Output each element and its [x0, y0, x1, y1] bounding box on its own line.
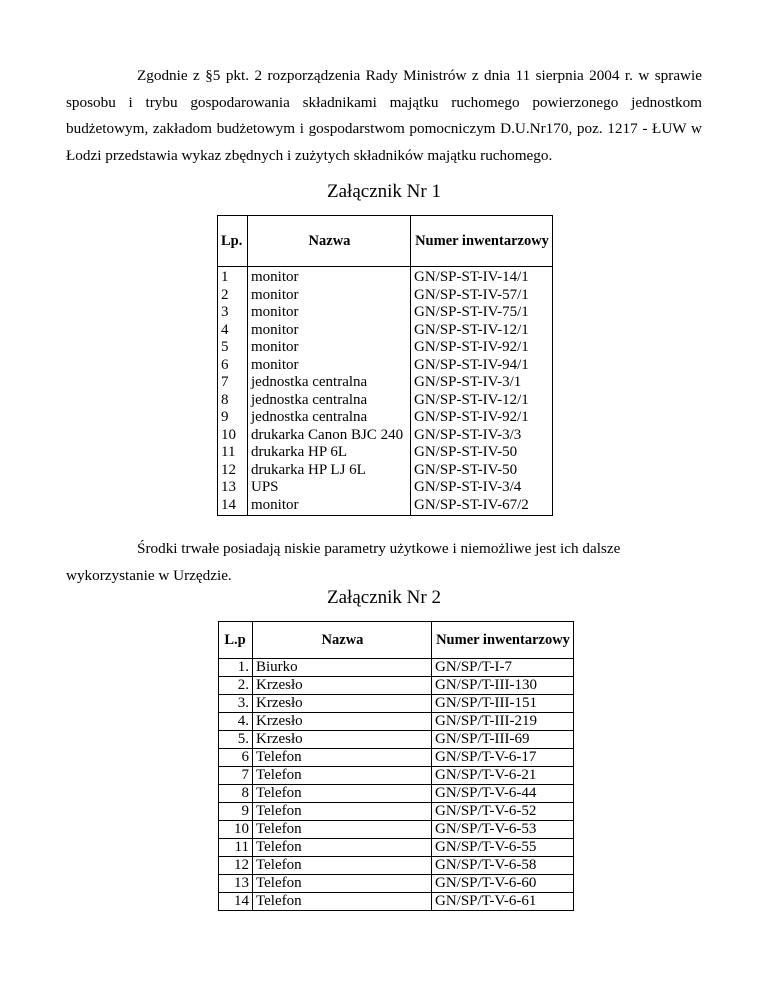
cell-numer-inwentarzowy: GN/SP-ST-IV-12/1: [411, 392, 553, 410]
table-row: [219, 695, 574, 713]
cell-nazwa: Biurko: [253, 659, 432, 677]
cell-nazwa: drukarka HP LJ 6L: [248, 462, 411, 480]
cell-numer-inwentarzowy: GN/SP-ST-IV-50: [411, 462, 553, 480]
cell-nazwa: Krzesło: [253, 713, 432, 731]
table-row: [218, 304, 553, 322]
table-row: [219, 803, 574, 821]
table-header-row: [219, 622, 574, 659]
cell-numer-inwentarzowy: GN/SP/T-V-6-53: [432, 821, 574, 839]
cell-nazwa: jednostka centralna: [248, 392, 411, 410]
table-row: [219, 713, 574, 731]
cell-lp: 14: [218, 497, 248, 516]
annex-2-table-body: [219, 659, 574, 911]
cell-numer-inwentarzowy: GN/SP/T-III-219: [432, 713, 574, 731]
cell-lp: 11: [219, 839, 253, 857]
header-nazwa: Nazwa: [253, 622, 432, 659]
cell-nazwa: monitor: [248, 269, 411, 287]
cell-numer-inwentarzowy: GN/SP/T-V-6-55: [432, 839, 574, 857]
table-row: [218, 357, 553, 375]
cell-numer-inwentarzowy: GN/SP-ST-IV-3/3: [411, 427, 553, 445]
cell-lp: 10: [219, 821, 253, 839]
annex-2-table: [218, 621, 574, 911]
table-row: [218, 339, 553, 357]
cell-nazwa: Krzesło: [253, 677, 432, 695]
cell-numer-inwentarzowy: GN/SP-ST-IV-92/1: [411, 339, 553, 357]
cell-lp: 2: [218, 287, 248, 305]
cell-nazwa: UPS: [248, 479, 411, 497]
table-row: [218, 497, 553, 516]
table-row: [218, 427, 553, 445]
cell-numer-inwentarzowy: GN/SP-ST-IV-94/1: [411, 357, 553, 375]
cell-nazwa: jednostka centralna: [248, 409, 411, 427]
table-row: [219, 785, 574, 803]
cell-lp: 13: [218, 479, 248, 497]
cell-nazwa: monitor: [248, 497, 411, 516]
cell-numer-inwentarzowy: GN/SP-ST-IV-92/1: [411, 409, 553, 427]
cell-lp: 2.: [219, 677, 253, 695]
cell-numer-inwentarzowy: GN/SP/T-V-6-44: [432, 785, 574, 803]
table-row: [218, 479, 553, 497]
cell-numer-inwentarzowy: GN/SP-ST-IV-3/1: [411, 374, 553, 392]
cell-nazwa: monitor: [248, 304, 411, 322]
cell-lp: 12: [219, 857, 253, 875]
table-row: [218, 409, 553, 427]
cell-nazwa: Telefon: [253, 785, 432, 803]
cell-lp: 3: [218, 304, 248, 322]
cell-nazwa: jednostka centralna: [248, 374, 411, 392]
cell-numer-inwentarzowy: GN/SP/T-V-6-17: [432, 749, 574, 767]
table-row: [218, 462, 553, 480]
table-row: [219, 677, 574, 695]
cell-numer-inwentarzowy: GN/SP-ST-IV-3/4: [411, 479, 553, 497]
cell-nazwa: Krzesło: [253, 695, 432, 713]
table-row: [218, 269, 553, 287]
cell-lp: 8: [219, 785, 253, 803]
cell-lp: 7: [218, 374, 248, 392]
cell-nazwa: Telefon: [253, 749, 432, 767]
cell-lp: 12: [218, 462, 248, 480]
annex-1-table: [217, 215, 553, 516]
cell-lp: 9: [218, 409, 248, 427]
cell-nazwa: Telefon: [253, 857, 432, 875]
cell-lp: 4.: [219, 713, 253, 731]
cell-numer-inwentarzowy: GN/SP-ST-IV-67/2: [411, 497, 553, 516]
table-row: [219, 659, 574, 677]
cell-lp: 10: [218, 427, 248, 445]
cell-lp: 6: [219, 749, 253, 767]
cell-numer-inwentarzowy: GN/SP/T-III-130: [432, 677, 574, 695]
table-row: [218, 374, 553, 392]
table-row: [219, 821, 574, 839]
header-nazwa: Nazwa: [248, 216, 411, 267]
annex-1-title: Załącznik Nr 1: [327, 181, 441, 202]
table-row: [218, 444, 553, 462]
cell-lp: 7: [219, 767, 253, 785]
table-row: [218, 322, 553, 340]
cell-nazwa: Telefon: [253, 803, 432, 821]
intro-paragraph: Zgodnie z §5 pkt. 2 rozporządzenia Rady Ministrów z dnia 11 sierpnia 2004 r. w sprawie sposobu i trybu gospodarowania składnikami majątku ruchomego powierzonego jednostkom budżetowym, zakładom budżetowym i gospodarstwom pomocniczym D.U.Nr170, poz. 1217 - ŁUW w Łodzi przedstawia wykaz zbędnych i zużytych składników majątku ruchomego.: [66, 67, 702, 164]
table-row: [219, 767, 574, 785]
cell-lp: 1.: [219, 659, 253, 677]
cell-numer-inwentarzowy: GN/SP/T-V-6-60: [432, 875, 574, 893]
cell-numer-inwentarzowy: GN/SP-ST-IV-14/1: [411, 269, 553, 287]
table-row: [219, 749, 574, 767]
cell-lp: 3.: [219, 695, 253, 713]
cell-nazwa: Telefon: [253, 839, 432, 857]
cell-nazwa: drukarka HP 6L: [248, 444, 411, 462]
cell-nazwa: drukarka Canon BJC 240: [248, 427, 411, 445]
cell-nazwa: Telefon: [253, 893, 432, 911]
table-row: [219, 731, 574, 749]
cell-numer-inwentarzowy: GN/SP-ST-IV-75/1: [411, 304, 553, 322]
cell-lp: 1: [218, 269, 248, 287]
cell-lp: 13: [219, 875, 253, 893]
cell-lp: 5: [218, 339, 248, 357]
cell-numer-inwentarzowy: GN/SP/T-III-69: [432, 731, 574, 749]
table-row: [218, 287, 553, 305]
table-row: [218, 392, 553, 410]
cell-numer-inwentarzowy: GN/SP/T-V-6-58: [432, 857, 574, 875]
cell-lp: 6: [218, 357, 248, 375]
cell-numer-inwentarzowy: GN/SP-ST-IV-12/1: [411, 322, 553, 340]
annex-2-title: Załącznik Nr 2: [327, 587, 441, 608]
cell-nazwa: monitor: [248, 322, 411, 340]
cell-lp: 5.: [219, 731, 253, 749]
table-row: [219, 875, 574, 893]
note-paragraph: Środki trwałe posiadają niskie parametry użytkowe i niemożliwe jest ich dalsze wykorzystanie w Urzędzie.: [66, 540, 621, 584]
table-row: [219, 839, 574, 857]
header-lp: Lp.: [218, 216, 248, 267]
cell-lp: 11: [218, 444, 248, 462]
table-header-row: [218, 216, 553, 267]
cell-numer-inwentarzowy: GN/SP-ST-IV-57/1: [411, 287, 553, 305]
cell-nazwa: Telefon: [253, 821, 432, 839]
annex-1-table-body: [218, 267, 553, 516]
cell-nazwa: monitor: [248, 287, 411, 305]
cell-lp: 4: [218, 322, 248, 340]
cell-nazwa: Krzesło: [253, 731, 432, 749]
cell-nazwa: Telefon: [253, 875, 432, 893]
table-row: [219, 857, 574, 875]
header-numer-inwentarzowy: Numer inwentarzowy: [432, 622, 574, 659]
cell-numer-inwentarzowy: GN/SP-ST-IV-50: [411, 444, 553, 462]
cell-nazwa: monitor: [248, 339, 411, 357]
cell-lp: 8: [218, 392, 248, 410]
cell-lp: 14: [219, 893, 253, 911]
header-numer-inwentarzowy: Numer inwentarzowy: [411, 216, 553, 267]
cell-nazwa: Telefon: [253, 767, 432, 785]
cell-nazwa: monitor: [248, 357, 411, 375]
cell-numer-inwentarzowy: GN/SP/T-III-151: [432, 695, 574, 713]
cell-numer-inwentarzowy: GN/SP/T-I-7: [432, 659, 574, 677]
cell-numer-inwentarzowy: GN/SP/T-V-6-61: [432, 893, 574, 911]
header-lp: L.p: [219, 622, 253, 659]
table-row: [219, 893, 574, 911]
cell-lp: 9: [219, 803, 253, 821]
cell-numer-inwentarzowy: GN/SP/T-V-6-52: [432, 803, 574, 821]
cell-numer-inwentarzowy: GN/SP/T-V-6-21: [432, 767, 574, 785]
